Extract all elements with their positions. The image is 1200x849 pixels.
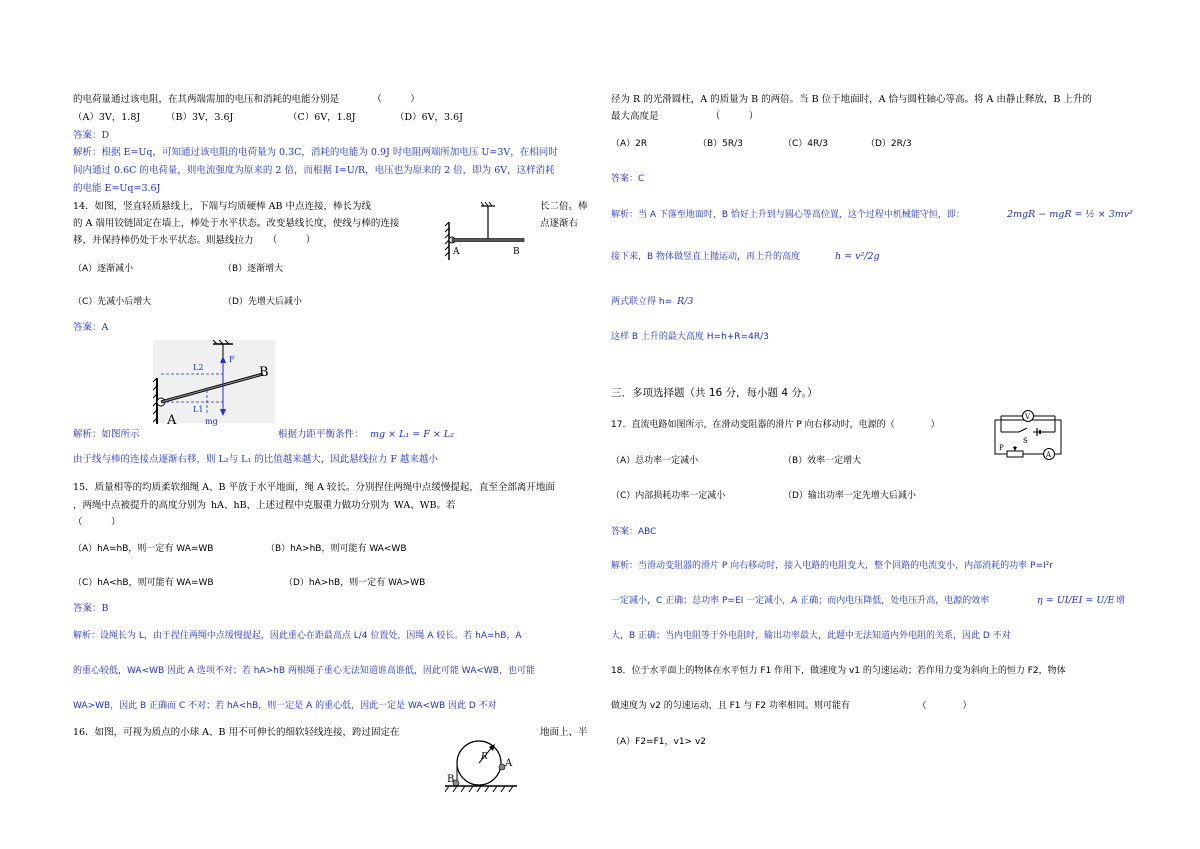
fig1-label-b: B [513, 247, 520, 257]
q14-explanation-formula: mg × L₁ = F × L₂ [370, 429, 454, 440]
q16-option-d: （D）2R/3 [866, 139, 912, 149]
q15-text-line1: 15．质量相等的均质柔软细绳 A、B 平放于水平地面，绳 A 较长。分别捏住两绳中点缓慢提起，直至全部离开地面 [73, 482, 555, 493]
q15-text-line2: ，两绳中点被提升的高度分别为 hA、hB，上述过程中克服重力做功分别为 WA、WB。若 [73, 500, 456, 511]
q17-option-a: （A）总功率一定减小 [611, 456, 699, 466]
q13-option-d: （D）6V，3.6J [395, 112, 463, 123]
circuit-label-p: P [999, 444, 1004, 452]
q16-option-a: （A）2R [611, 139, 648, 149]
q16-figure-cylinder [445, 732, 521, 796]
q17-text: 17．直流电路如图所示，在滑动变阻器的滑片 P 向右移动时，电源的（ ） [611, 420, 940, 430]
q17-explanation-2: 一定减小，C 正确；总功率 P=EI 一定减小，A 正确；而内电压降低，处电压升高，电源的效率 [611, 596, 990, 606]
q15-text-line3: （ ） [73, 517, 121, 528]
q16-text-b: 地面上、半 [540, 727, 588, 738]
q14-option-a: （A）逐渐减小 [73, 264, 134, 274]
fig2-label-l2: L2 [193, 363, 204, 372]
fig2-label-f: F [229, 355, 235, 364]
q16-option-b: （B）5R/3 [698, 139, 743, 149]
q14-option-c: （C）先减小后增大 [73, 297, 152, 307]
q14-text-right1: 长二倍。棒 [540, 201, 588, 212]
fig2-label-l1: L1 [193, 405, 204, 414]
q18-option-a: （A）F2=F1，v1> v2 [611, 737, 707, 747]
q16-continued-line1: 径为 R 的光滑圆柱，A 的质量为 B 的两倍。当 B 位于地面时，A 恰与圆柱轴心等高。将 A 由静止释放，B 上升的 [611, 94, 1092, 105]
q16-continued-line2: 最大高度是 （ ） [611, 111, 759, 122]
q14-option-d: （D）先增大后减小 [223, 297, 302, 307]
fig2-label-b: B [259, 365, 269, 380]
fig2-label-a: A [167, 413, 177, 428]
q15-explanation-line3: WA>WB，因此 B 正确而 C 不对；若 hA<hB，则一定是 A 的重心低，因此一定是 WA<WB 因此 D 不对 [73, 701, 497, 711]
q17-option-c: （C）内部损耗功率一定减小 [611, 491, 726, 501]
q14-explanation-b: 根据力距平衡条件： [278, 429, 364, 440]
q13-option-b: （B）3V，3.6J [166, 112, 234, 123]
q15-option-c: （C）hA<hB，则可能有 WA=WB [73, 578, 214, 588]
q15-option-a: （A）hA=hB，则一定有 WA=WB [73, 544, 214, 554]
q13-explanation-line2: 间内通过 0.6C 的电荷量，则电流强度为原来的 2 倍，而根据 I=U/R，电压也为原来的 2 倍，即为 6V，这样消耗 [73, 165, 555, 176]
q15-answer: 答案：B [73, 603, 109, 614]
q14-figure-rod [443, 202, 533, 264]
q16-text-a: 16．如图，可视为质点的小球 A、B 用不可伸长的细软轻线连接，跨过固定在 [73, 727, 400, 738]
q16-explanation-2-formula: h = v²/2g [835, 251, 880, 262]
fig3-label-b: B [447, 774, 455, 785]
q13-option-c: （C）6V，1.8J [288, 112, 356, 123]
q18-text-line1: 18．位于水平面上的物体在水平恒力 F1 作用下，做速度为 v1 的匀速运动；若作用力变为斜向上的恒力 F2，物体 [611, 666, 1066, 676]
fig3-label-a: A [505, 758, 513, 769]
q17-explanation-3: 大，B 正确；当内电阻等于外电阻时，输出功率最大，此题中无法知道内外电阻的关系，因此 D 不对 [611, 631, 1011, 641]
q15-option-b: （B）hA>hB，则可能有 WA<WB [266, 544, 407, 554]
q17-answer: 答案：ABC [611, 527, 657, 537]
q17-option-d: （D）输出功率一定先增大后减小 [783, 491, 916, 501]
q14-explanation-a: 解析：如图所示 [73, 429, 140, 440]
q14-option-b: （B）逐渐增大 [223, 264, 284, 274]
circuit-label-s: S [1023, 437, 1028, 445]
q14-text-line1: 14．如图，竖直轻质悬线上，下端与均质硬棒 AB 中点连接，棒长为线 [73, 201, 371, 212]
fig3-label-r: R [481, 752, 488, 762]
q13-explanation-line3: 的电能 E=Uq=3.6J [73, 183, 161, 194]
q16-explanation-2: 接下来，B 物体做竖直上抛运动，再上升的高度 [611, 252, 801, 262]
q14-text-right2: 点逐渐右 [540, 218, 579, 229]
q14-answer: 答案：A [73, 322, 109, 333]
q15-explanation-line2: 的重心较低，WA<WB 因此 A 选项不对；若 hA>hB 两根绳子重心无法知道谁高谁低，因此可能 WA<WB，也可能 [73, 666, 535, 676]
q16-option-c: （C）4R/3 [783, 139, 829, 149]
q18-text-line2: 做速度为 v2 的匀速运动，且 F1 与 F2 功率相同。则可能有 （ ） [611, 701, 972, 711]
q16-explanation-3: 两式联立得 h= [611, 297, 673, 307]
section-3-title: 三．多项选择题（共 16 分，每小题 4 分。） [611, 387, 818, 399]
q16-explanation-3-formula: R/3 [677, 296, 694, 307]
fig2-label-mg: mg [205, 417, 218, 426]
q16-explanation-4: 这样 B 上升的最大高度 H=h+R=4R/3 [611, 332, 769, 342]
q17-option-b: （B）效率一定增大 [783, 456, 862, 466]
q14-text-line2: 的 A 端用铰链固定在墙上，棒处于水平状态。改变悬线长度，使线与棒的连接 [73, 218, 400, 229]
q17-explanation-2-end: 增 [1116, 596, 1126, 606]
q17-explanation-2-formula: η = UI/EI = U/E [1037, 595, 1115, 606]
circuit-label-a: A [1046, 451, 1052, 459]
q13-explanation-line1: 解析：根据 E=Uq，可知通过该电阻的电荷量为 0.3C，消耗的电能为 0.9J 时电阻两端所加电压 U=3V，在相同时 [73, 147, 558, 158]
q16-answer: 答案：C [611, 174, 645, 184]
q13-answer: 答案：D [73, 130, 110, 141]
q15-explanation-line1: 解析：设绳长为 L，由于捏住两绳中点缓慢提起，因此重心在距最高点 L/4 位置处，因绳 A 较长。若 hA=hB，A [73, 631, 522, 641]
circuit-label-v: V [1025, 413, 1031, 421]
q14-figure-forces [153, 340, 283, 428]
q14-explanation-2: 由于线与棒的连接点逐渐右移，则 L₂与 L₁ 的比值越来越大，因此悬线拉力 F 越来越小 [73, 454, 438, 465]
q13-option-a: （A）3V，1.8J [73, 112, 141, 123]
q17-figure-circuit [991, 410, 1071, 468]
q17-explanation-1: 解析：当滑动变阻器的滑片 P 向右移动时，接入电路的电阻变大，整个回路的电流变小，内部消耗的功率 P=I²r [611, 561, 1053, 571]
q16-explanation-1-formula: 2mgR − mgR = ½ × 3mv² [1007, 209, 1133, 220]
q15-option-d: （D）hA>hB，则一定有 WA>WB [284, 578, 426, 588]
q13-tail: 的电荷量通过该电阻，在其两端需加的电压和消耗的电能分别是 （ ） [73, 94, 420, 105]
fig1-label-a: A [453, 247, 460, 257]
q14-text-line3: 移，并保持棒仍处于水平状态。则悬线拉力 （ ） [73, 235, 316, 246]
q16-explanation-1: 解析：当 A 下落至地面时，B 恰好上升到与圆心等高位置，这个过程中机械能守恒，即： [611, 210, 965, 220]
